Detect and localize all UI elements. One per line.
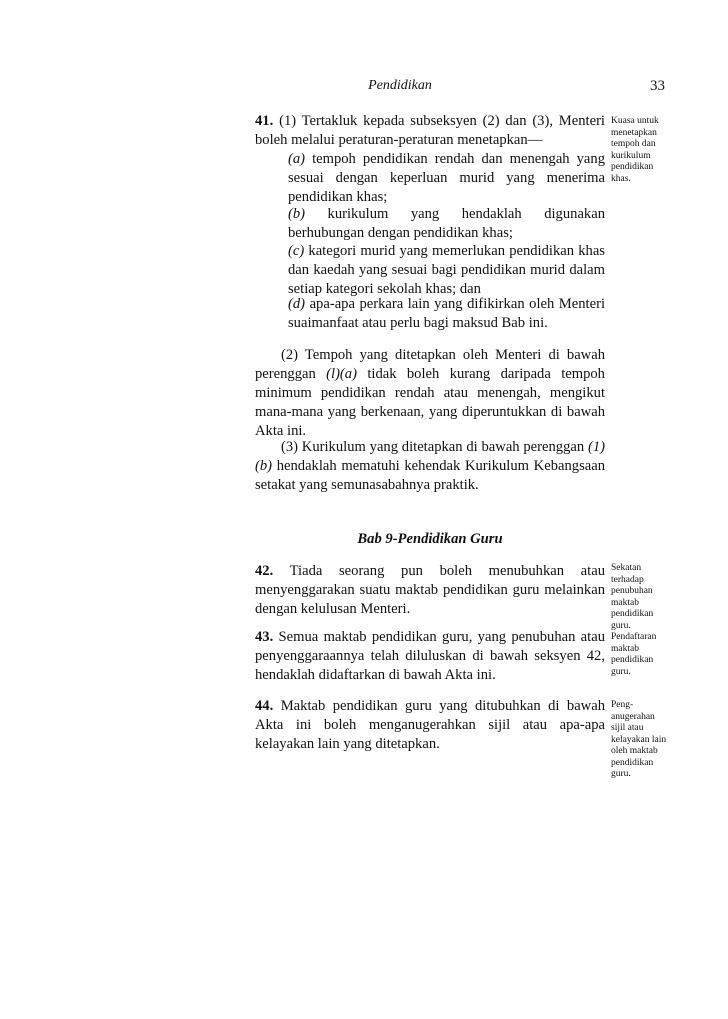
subsection-2-text-start: (2) Tempoh yang ditetapkan oleh Menteri di bawah perenggan — [255, 347, 605, 382]
subsection-2-text-end: tidak boleh kurang daripada tempoh minimum pendidikan rendah atau menengah, mengikut mana-mana yang berkenaan, yang diperuntukkan di bawah Akta ini. — [255, 366, 605, 439]
subsection-3 — [255, 438, 605, 495]
paragraph-reference: (l)(a) — [326, 366, 357, 382]
section-41-intro-text: (1) Tertakluk kepada subseksyen (2) dan (3), Menteri boleh melalui peraturan-peraturan menetapkan— — [255, 113, 605, 148]
page-number: 33 — [650, 78, 665, 94]
section-number: 44. — [255, 698, 274, 714]
item-label: (d) — [288, 296, 306, 312]
running-title: Pendidikan — [368, 78, 432, 93]
margin-note-42: Sekatan terhadap penubuhan maktab pendidikan guru. — [611, 563, 654, 631]
section-number: 43. — [255, 629, 274, 645]
subsection-3-text-end: hendaklah mematuhi kehendak Kurikulum Kebangsaan setakat yang semunasabahnya praktik. — [255, 458, 605, 493]
paragraph-item-c — [288, 242, 605, 299]
margin-note-43: Pendaftaran maktab pendidikan guru. — [611, 632, 657, 677]
section-42-text: Tiada seorang pun boleh menubuhkan atau menyenggarakan suatu maktab pendidikan guru melainkan dengan kelulusan Menteri. — [255, 563, 605, 617]
subsection-3-text-start: (3) Kurikulum yang ditetapkan di bawah perenggan — [281, 439, 588, 455]
chapter-heading: Bab 9-Pendidikan Guru — [357, 531, 503, 547]
item-text: kurikulum yang hendaklah digunakan berhubungan dengan pendidikan khas; — [288, 206, 605, 241]
section-41-intro — [255, 112, 605, 150]
section-43-text: Semua maktab pendidikan guru, yang penubuhan atau penyenggaraannya telah diluluskan di bawah seksyen 42, hendaklah didaftarkan di bawah Akta ini. — [255, 629, 605, 683]
paragraph-reference: (1)(b) — [255, 439, 605, 474]
paragraph-item-b — [288, 205, 605, 243]
section-number: 42. — [255, 563, 274, 579]
section-number: 41. — [255, 113, 274, 129]
section-42 — [255, 562, 605, 619]
subsection-2 — [255, 346, 605, 441]
item-label: (b) — [288, 206, 306, 222]
item-text: tempoh pendidikan rendah dan menengah yang sesuai dengan keperluan murid yang menerima pendidikan khas; — [288, 151, 605, 205]
section-44-text: Maktab pendidikan guru yang ditubuhkan di bawah Akta ini boleh menganugerahkan sijil atau apa-apa kelayakan lain yang ditetapkan. — [255, 698, 605, 752]
item-text: kategori murid yang memerlukan pendidikan khas dan kaedah yang sesuai bagi pendidikan murid dalam setiap kategori sekolah khas; dan — [288, 243, 605, 297]
margin-note-44: Peng-anugerahan sijil atau kelayakan lain oleh maktab pendidikan guru. — [611, 700, 667, 779]
section-43 — [255, 628, 605, 685]
item-text: apa-apa perkara lain yang difikirkan oleh Menteri suaimanfaat atau perlu bagi maksud Bab ini. — [288, 296, 606, 331]
item-label: (c) — [288, 243, 305, 259]
section-44 — [255, 697, 605, 754]
paragraph-item-d — [288, 295, 605, 333]
item-label: (a) — [288, 151, 306, 167]
paragraph-item-a — [288, 150, 605, 207]
margin-note-41: Kuasa untuk menetapkan tempoh dan kurikulum pendidikan khas. — [611, 116, 659, 184]
